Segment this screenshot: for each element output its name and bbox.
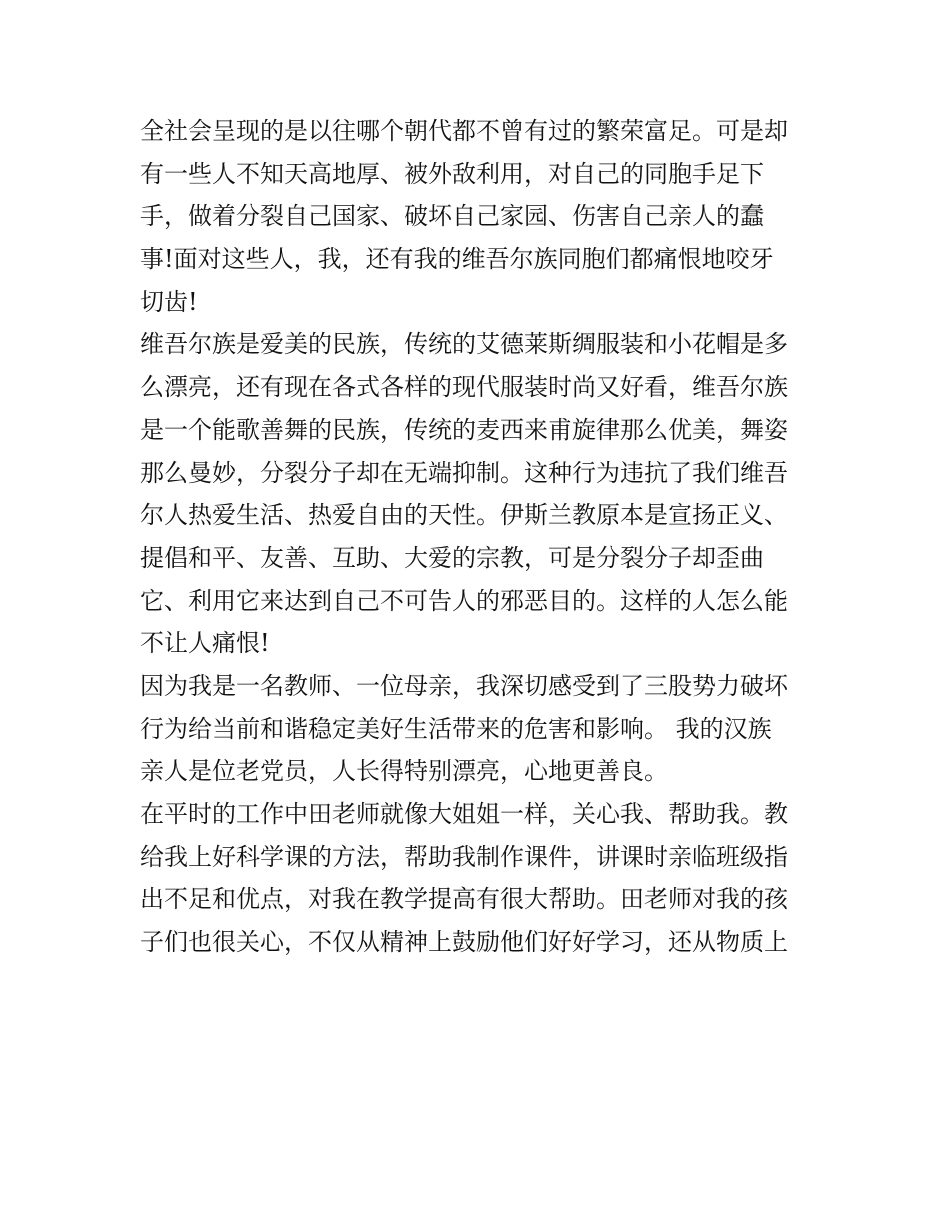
text-line: 它、利用它来达到自己不可告人的邪恶目的。这样的人怎么能 (140, 586, 788, 615)
text-line: 维吾尔族是爱美的民族，传统的艾德莱斯绸服装和小花帽是多 (140, 330, 788, 359)
text-line: 亲人是位老党员，人长得特别漂亮，心地更善良。 (140, 757, 668, 786)
text-line: 尔人热爱生活、热爱自由的天性。伊斯兰教原本是宣扬正义、 (140, 501, 788, 530)
text-line: 提倡和平、友善、互助、大爱的宗教，可是分裂分子却歪曲 (140, 543, 764, 572)
text-line: 是一个能歌善舞的民族，传统的麦西来甫旋律那么优美，舞姿 (140, 415, 788, 444)
text-line: 么漂亮，还有现在各式各样的现代服装时尚又好看，维吾尔族 (140, 373, 788, 402)
text-line: 行为给当前和谐稳定美好生活带来的危害和影响。 我的汉族 (140, 714, 772, 743)
text-line: 全社会呈现的是以往哪个朝代都不曾有过的繁荣富足。可是却 (140, 117, 788, 145)
text-line: 有一些人不知天高地厚、被外敌利用，对自己的同胞手足下 (140, 159, 764, 188)
text-line: 不让人痛恨! (140, 629, 270, 658)
text-line: 在平时的工作中田老师就像大姐姐一样，关心我、帮助我。教 (140, 800, 788, 828)
body-text (140, 110, 820, 964)
text-line: 切齿! (140, 287, 198, 316)
text-line: 因为我是一名教师、一位母亲，我深切感受到了三股势力破坏 (140, 671, 788, 700)
text-line: 给我上好科学课的方法，帮助我制作课件，讲课时亲临班级指 (140, 842, 788, 871)
text-line: 出不足和优点，对我在教学提高有很大帮助。田老师对我的孩 (140, 885, 788, 914)
text-line: 事!面对这些人，我，还有我的维吾尔族同胞们都痛恨地咬牙 (140, 245, 774, 274)
text-line: 那么曼妙，分裂分子却在无端抑制。这种行为违抗了我们维吾 (140, 458, 788, 487)
text-line: 手，做着分裂自己国家、破坏自己家园、伤害自己亲人的蠢 (140, 202, 764, 231)
text-line: 子们也很关心，不仅从精神上鼓励他们好好学习，还从物质上 (140, 928, 788, 957)
